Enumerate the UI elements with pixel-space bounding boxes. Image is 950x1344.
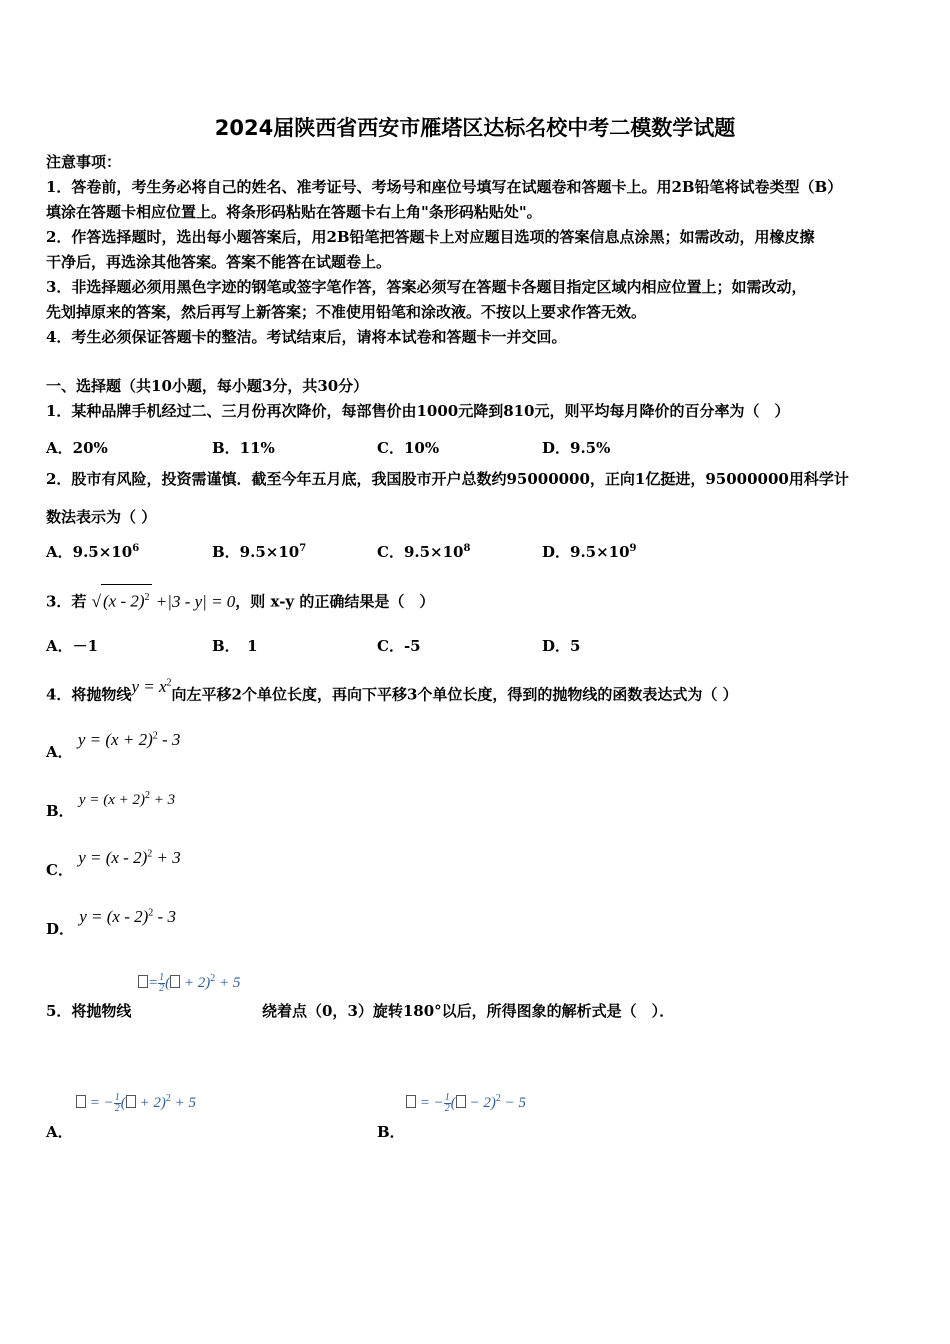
- q5-fraction: $\frac{1}{2}$: [159, 972, 165, 995]
- question-5-suffix: 绕着点（0，3）旋转180°以后，所得图象的解析式是（ ）．: [262, 1002, 675, 1020]
- placeholder-glyph: [126, 1095, 136, 1108]
- q4-option-a: A． $y = (x + 2)^2 - 3$: [46, 730, 181, 761]
- notice-line-2: 填涂在答题卡相应位置上。将条形码粘贴在答题卡右上角"条形码粘贴处"。: [46, 203, 542, 221]
- q3-option-d: D．5: [542, 637, 581, 655]
- q5-parabola-expression: = $\frac{1}{2}$ ( + 2)$^2$ + 5: [138, 972, 240, 994]
- placeholder-glyph: [170, 975, 180, 988]
- q2-option-c: C．$9.5\times 10^8$: [377, 543, 471, 561]
- placeholder-glyph: [406, 1095, 416, 1108]
- q4-option-c: C． y = (x - 2)$^2$ + 3: [46, 848, 181, 879]
- notice-line-4: 干净后，再选涂其他答案。答案不能答在试题卷上。: [46, 253, 392, 271]
- page-title: 2024届陕西省西安市雁塔区达标名校中考二模数学试题: [214, 116, 736, 140]
- placeholder-glyph: [456, 1095, 466, 1108]
- q3-equation: √ (x - 2)$^2$ +|3 - y| = 0: [92, 592, 236, 611]
- question-1: 1．某种品牌手机经过二、三月份再次降价，每部售价由1000元降到810元，则平均每月降价的百分率为（ ）: [46, 402, 790, 420]
- placeholder-glyph: [76, 1095, 86, 1108]
- q3-option-c: C．-5: [377, 637, 421, 655]
- q5-option-b-expression: = − $\frac{1}{2}$ ( − 2)$^2$ − 5: [406, 1092, 526, 1114]
- q1-option-d: D．9.5%: [542, 439, 611, 457]
- q2-option-d: D．$9.5\times 10^9$: [542, 543, 637, 561]
- notice-line-1: 1．答卷前，考生务必将自己的姓名、准考证号、考场号和座位号填写在试题卷和答题卡上。用2B铅笔将试卷类型（B）: [46, 178, 843, 196]
- question-2-line-1: 2．股市有风险，投资需谨慎．截至今年五月底，我国股市开户总数约95000000，正向1亿挺进，95000000用科学计: [46, 470, 849, 488]
- q1-option-b: B．11%: [212, 439, 275, 457]
- q1-option-c: C．10%: [377, 439, 440, 457]
- question-3: 3．若 √ (x - 2)$^2$ +|3 - y| = 0，则 x-y 的正确结果是（ ）: [46, 584, 434, 615]
- q5-option-b-label: B．: [377, 1123, 405, 1141]
- q3-option-b: B． 1: [212, 637, 258, 655]
- notice-line-7: 4．考生必须保证答题卡的整洁。考试结束后，请将本试卷和答题卡一并交回。: [46, 328, 567, 346]
- q2-option-b: B．$9.5\times 10^7$: [212, 543, 307, 561]
- placeholder-glyph: [138, 975, 148, 988]
- question-2-line-2: 数法表示为（ ）: [46, 508, 157, 526]
- question-4: 4．将抛物线$y = x^2$向左平移2个单位长度，再向下平移3个单位长度，得到的抛物线的函数表达式为（ ）: [46, 676, 738, 704]
- q2-option-a: A．$9.5\times 10^6$: [46, 543, 140, 561]
- q5-option-a-label: A．: [46, 1123, 73, 1141]
- notice-heading: 注意事项：: [46, 153, 122, 171]
- notice-line-5: 3．非选择题必须用黑色字迹的钢笔或签字笔作答，答案必须写在答题卡各题目指定区域内相应位置上；如需改动，: [46, 278, 807, 296]
- q5-option-a-expression: = − $\frac{1}{2}$ ( + 2)$^2$ + 5: [76, 1092, 196, 1114]
- section-heading: 一、选择题（共10小题，每小题3分，共30分）: [46, 377, 369, 395]
- notice-line-3: 2．作答选择题时，选出每小题答案后，用2B铅笔把答题卡上对应题目选项的答案信息点涂黑；如需改动，用橡皮擦: [46, 228, 815, 246]
- q3-option-a: A．－1: [46, 637, 99, 655]
- question-5-prefix: 5．将抛物线: [46, 1002, 132, 1020]
- q1-option-a: A．20%: [46, 439, 108, 457]
- notice-line-6: 先划掉原来的答案，然后再写上新答案；不准使用铅笔和涂改液。不按以上要求作答无效。: [46, 303, 647, 321]
- q4-option-d: D． y = (x - 2)$^2$ - 3: [46, 907, 176, 938]
- q4-option-b: B． $y = (x + 2)^2 + 3$: [46, 790, 176, 820]
